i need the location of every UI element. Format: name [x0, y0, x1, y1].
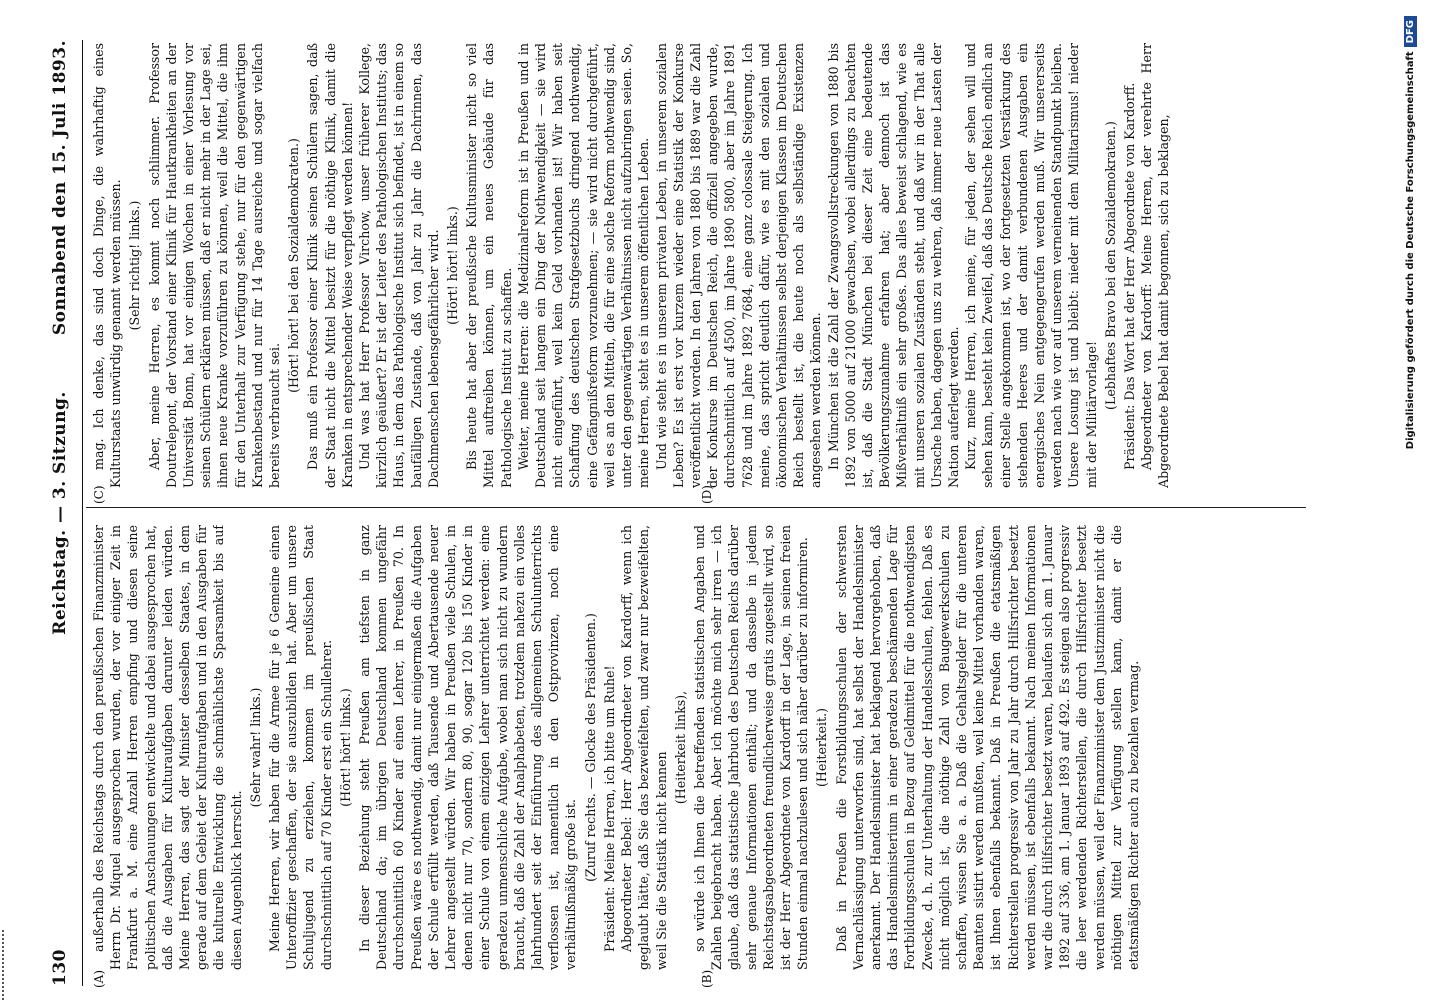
paragraph: (Lebhaftes Bravo bei den Sozialdemokraten.)	[1102, 121, 1118, 410]
paragraph: (Zuruf rechts. — Glocke des Präsidenten.)	[582, 613, 598, 882]
paragraph: In dieser Beziehung steht Preußen am tiefsten in ganz Deutschland da; im übrigen Deutschland kommen ungefähr durchschnittlich 60 Kinder auf einen Lehrer, in Preußen 70. In Preußen wäre es nothwendig, damit nur einigermaßen die Aufgaben der Schule erfüllt werden, daß Tausende und Abertausende neuer Lehrer angestellt würden. Wir haben in Preußen viele Schulen, in denen nicht nur 70, sondern 80, 90, sogar 120 bis 150 Kinder in einer Schule von einem einzigen Lehrer unterrichtet werden: eine geradezu unmenschliche Aufgabe, wobei man sich nicht zu wundern braucht, daß die Zahl der Analphabeten, trotzdem nahezu ein volles Jahrhundert seit der Einführung des allgemeinen Schulunterrichts verflossen ist, namentlich in den Ostprovinzen, noch eine verhältnißmäßig große ist.	[357, 525, 579, 970]
paragraph: Abgeordneter Bebel: Herr Abgeordneter von Kardorff, wenn ich geglaubt hätte, daß Sie das bezweifelten, und zwar nur bezweifelten, weil Sie die Statistik nicht kennen	[619, 525, 669, 970]
paragraph: (Hört! hört! links.)	[445, 206, 461, 325]
paragraph: Präsident: Meine Herren, ich bitte um Ruhe!	[601, 665, 617, 952]
left-text-column	[90, 525, 1270, 970]
header-rule	[82, 40, 83, 986]
margin-marker-d: (D)	[700, 485, 714, 504]
paragraph: (Heiterkeit.)	[814, 708, 830, 787]
paragraph: mag. Ich denke, das sind doch Dinge, die wahrhaftig eines Kulturstaats unwürdig genannt werden müssen.	[91, 43, 124, 488]
paragraph: (Hört! hört! links.)	[337, 688, 353, 807]
paragraph: (Hört! hört! bei den Sozialdemokraten.)	[286, 138, 302, 393]
paragraph: Weiter, meine Herren: die Medizinalreform ist in Preußen und in Deutschland seit langem ein Ding der Nothwendigkeit — sie wird nicht eingeführt, weil kein Geld vorhanden ist! Wir haben seit Schaffung des deutschen Strafgesetzbuchs dringend nothwendig, eine Gefängnißreform vorzunehmen; — sie wird nicht durchgeführt, weil es an den Mitteln, die für eine solche Reform nothwendig sind, unter den gegenwärtigen Verhältnissen nicht aufzubringen seien. So, meine Herren, steht es in unserem öffentlichen Leben.	[515, 43, 652, 488]
paragraph: In München ist die Zahl der Zwangsvollstreckungen von 1880 bis 1892 von 5000 auf 21000 gewachsen, wobei allerdings zu beachten ist, daß die Stadt München bei dieser Zeit eine bedeutende Bevölkerungszunahme erfahren hat; aber dennoch ist das Mißverhältniß ein sehr großes. Das alles beweist schlagend, wie es mit unseren sozialen Zuständen steht, und daß wir in der That alle Ursache haben, dagegen uns zu wehren, daß immer neue Lasten der Nation auferlegt werden.	[825, 43, 961, 488]
paragraph: so würde ich Ihnen die betreffenden statistischen Angaben und Zahlen beigebracht haben. Aber ich möchte mich sehr irren — ich glaube, daß das statistische Jahrbuch des Deutschen Reichs darüber sehr genaue Informationen enthält; und da dasselbe in jedem Reichstagsabgeordneten freundlicherweise gratis zugestellt wird, so ist der Herr Abgeordnete von Kardorff in der Lage, in seinen freien Stunden einmal nachzulesen und sich näher darüber zu informiren.	[691, 525, 811, 970]
credit-text: Digitalisierung gefördert durch die Deutsche Forschungsgemeinschaft	[1405, 51, 1416, 450]
digitization-credit	[1405, 0, 1416, 1000]
paragraph: (Heiterkeit links),	[672, 690, 688, 805]
paragraph: Präsident: Das Wort hat der Herr Abgeordnete von Kardorff.	[1121, 82, 1137, 470]
paragraph: (Sehr wahr! links.)	[247, 687, 263, 808]
page-title: Reichstag. — 3. Sitzung.	[50, 391, 70, 635]
margin-marker-b: (B)	[700, 969, 714, 988]
paragraph: (Sehr richtig! links.)	[127, 200, 143, 331]
margin-marker-a: (A)	[92, 969, 106, 988]
page-number: 130	[50, 949, 70, 986]
page-header	[50, 40, 76, 986]
paragraph: außerhalb des Reichstags durch den preußischen Finanzminister Herrn Dr. Miquel ausgesprochen wurden, der vor einiger Zeit in Frankfurt a. M. eine Anzahl Herren empfing und diesen seine politischen Anschauungen entwickelte und dabei ausgesprochen hat, daß die Ausgaben für Kulturaufgaben darunter leiden würden. Meine Herren, das sagt der Minister desselben Staates, in dem gerade auf dem Gebiet der Kulturaufgaben und in den Ausgaben für die kulturelle Entwicklung die schmählichste Sparsamkeit bis auf diesen Augenblick herrscht.	[91, 525, 244, 970]
paragraph: Und wie steht es in unserem privaten Leben, in unserem sozialen Leben? Es ist erst vor kurzem wieder eine Statistik der Konkurse veröffentlicht worden. In den Jahren von 1880 bis 1889 war die Zahl der Konkurse im Deutschen Reich, die offiziell angegeben wurde, durchschnittlich auf 4500, im Jahre 1890 5800, aber im Jahre 1891 7628 und im Jahre 1892 7684, eine ganz colossale Steigerung. Ich meine, das spricht deutlich dafür, wie es mit den sozialen und ökonomischen Verhältnissen selbst derjenigen Klassen im Deutschen Reich bestellt ist, die heute noch als selbständige Existenzen angesehen werden können.	[653, 43, 824, 488]
paragraph: Und was hat Herr Professor Virchow, unser früherer Kollege, kürzlich geäußert? Er ist der Leiter des Pathologischen Instituts; das Haus, in dem das Pathologische Institut sich befindet, ist in einem so baufälligen Zustande, daß von Jahr zu Jahr die Dachrinnen, das Dachmenschen lebensgefährlicher wird.	[357, 43, 441, 488]
right-text-column	[90, 43, 1295, 488]
paragraph: Aber, meine Herren, es kommt noch schlimmer. Professor Doutrelepont, der Vorstand einer Klinik für Hautkrankheiten an der Universität Bonn, hat vor einigen Wochen in einer Vorlesung vor seinen Schülern erklären müssen, daß er nicht mehr in der Lage sei, ihnen neue Kranke vorzuführen zu können, weil die Mittel, die ihm für den Unterhalt zur Verfügung stehe, nur für den gegenwärtigen Krankenbestand und nur für 14 Tage ausreiche und sogar vielfach bereits verbraucht sei.	[146, 43, 283, 488]
paragraph: Kurz, meine Herren, ich meine, für jeden, der sehen will und sehen kann, besteht kein Zweifel, daß das Deutsche Reich endlich an einer Stelle angekommen ist, wo der fortgesetzten Verstärkung des stehenden Heeres und der damit verbundenen Ausgaben ein energisches Nein entgegengerufen werden muß. Wir unsererseits werden nach wie vor auf unserem verneinenden Standpunkt bleiben. Unsere Losung ist und bleibt: nieder mit dem Militarismus! nieder mit der Militärvorlage!	[963, 43, 1099, 488]
scan-edge-mark	[2, 930, 14, 1000]
dfg-logo: DFG	[1404, 16, 1417, 47]
paragraph: Abgeordneter von Kardorff: Meine Herren, der verehrte Herr Abgeordnete Bebel hat damit begonnen, sich zu beklagen,	[1139, 43, 1172, 488]
paragraph: Daß in Preußen die Forstbildungsschulen der schwersten Vernachlässigung unterworfen sind, hat selbst der Handelsminister anerkannt. Der Handelsminister hat beklagend hervorgehoben, daß das Handelsministerium in einer geradezu beschämenden Lage für Fortbildungsschulen in Bezug auf Geldmittel für die nothwendigsten Zwecke, d. h. zur Unterhaltung der Handelsschulen, fehlen. Daß es nicht möglich ist, die nöthige Zahl von Baugewerkschulen zu schaffen, wissen Sie a. a. Daß die Gehaltsgelder für die unteren Beamten sistirt werden mußten, weil keine Mittel vorhanden waren, ist Ihnen ebenfalls bekannt. Daß in Preußen die etatsmäßigen Richterstellen progressiv von Jahr zu Jahr durch Hilfsrichter besetzt werden müssen, ist ebenfalls bekannt. Nach meinen Informationen war die durch Hilfsrichter besetzt waren, belaufen sich am 1. Januar 1892 auf 336, am 1. Januar 1893 auf 492. Es steigen also progressiv die leer werdenden Richterstellen, die durch Hilfsrichter besetzt werden müssen, weil der Finanzminister dem Justizminister nicht die nöthigen Mittel zur Verfügung stellen kann, damit er die etatsmäßigen Richter auch zu bezahlen vermag.	[833, 525, 1141, 970]
margin-marker-c: (C)	[92, 485, 106, 504]
paragraph: Das muß ein Professor einer Klinik seinen Schülern sagen, daß der Staat nicht die Mittel besitzt für die nöthige Klinik, damit die Kranken in entsprechender Weise verpflegt werden können!	[305, 43, 355, 488]
paragraph: Bis heute hat aber der preußische Kultusminister nicht so viel Mittel auftreiben können, um ein neues Gebäude für das Pathologische Institut zu schaffen.	[464, 43, 514, 488]
paragraph: Meine Herren, wir haben für die Armee für je 6 Gemeine einen Unteroffizier geschaffen, der sie auszubilden hat. Aber um unsere Schuljugend zu erziehen, kommen im preußischen Staat durchschnittlich auf 70 Kinder erst ein Schullehrer.	[267, 525, 334, 970]
column-divider	[86, 507, 1306, 508]
page-date: Sonnabend den 15. Juli 1893.	[50, 40, 70, 336]
